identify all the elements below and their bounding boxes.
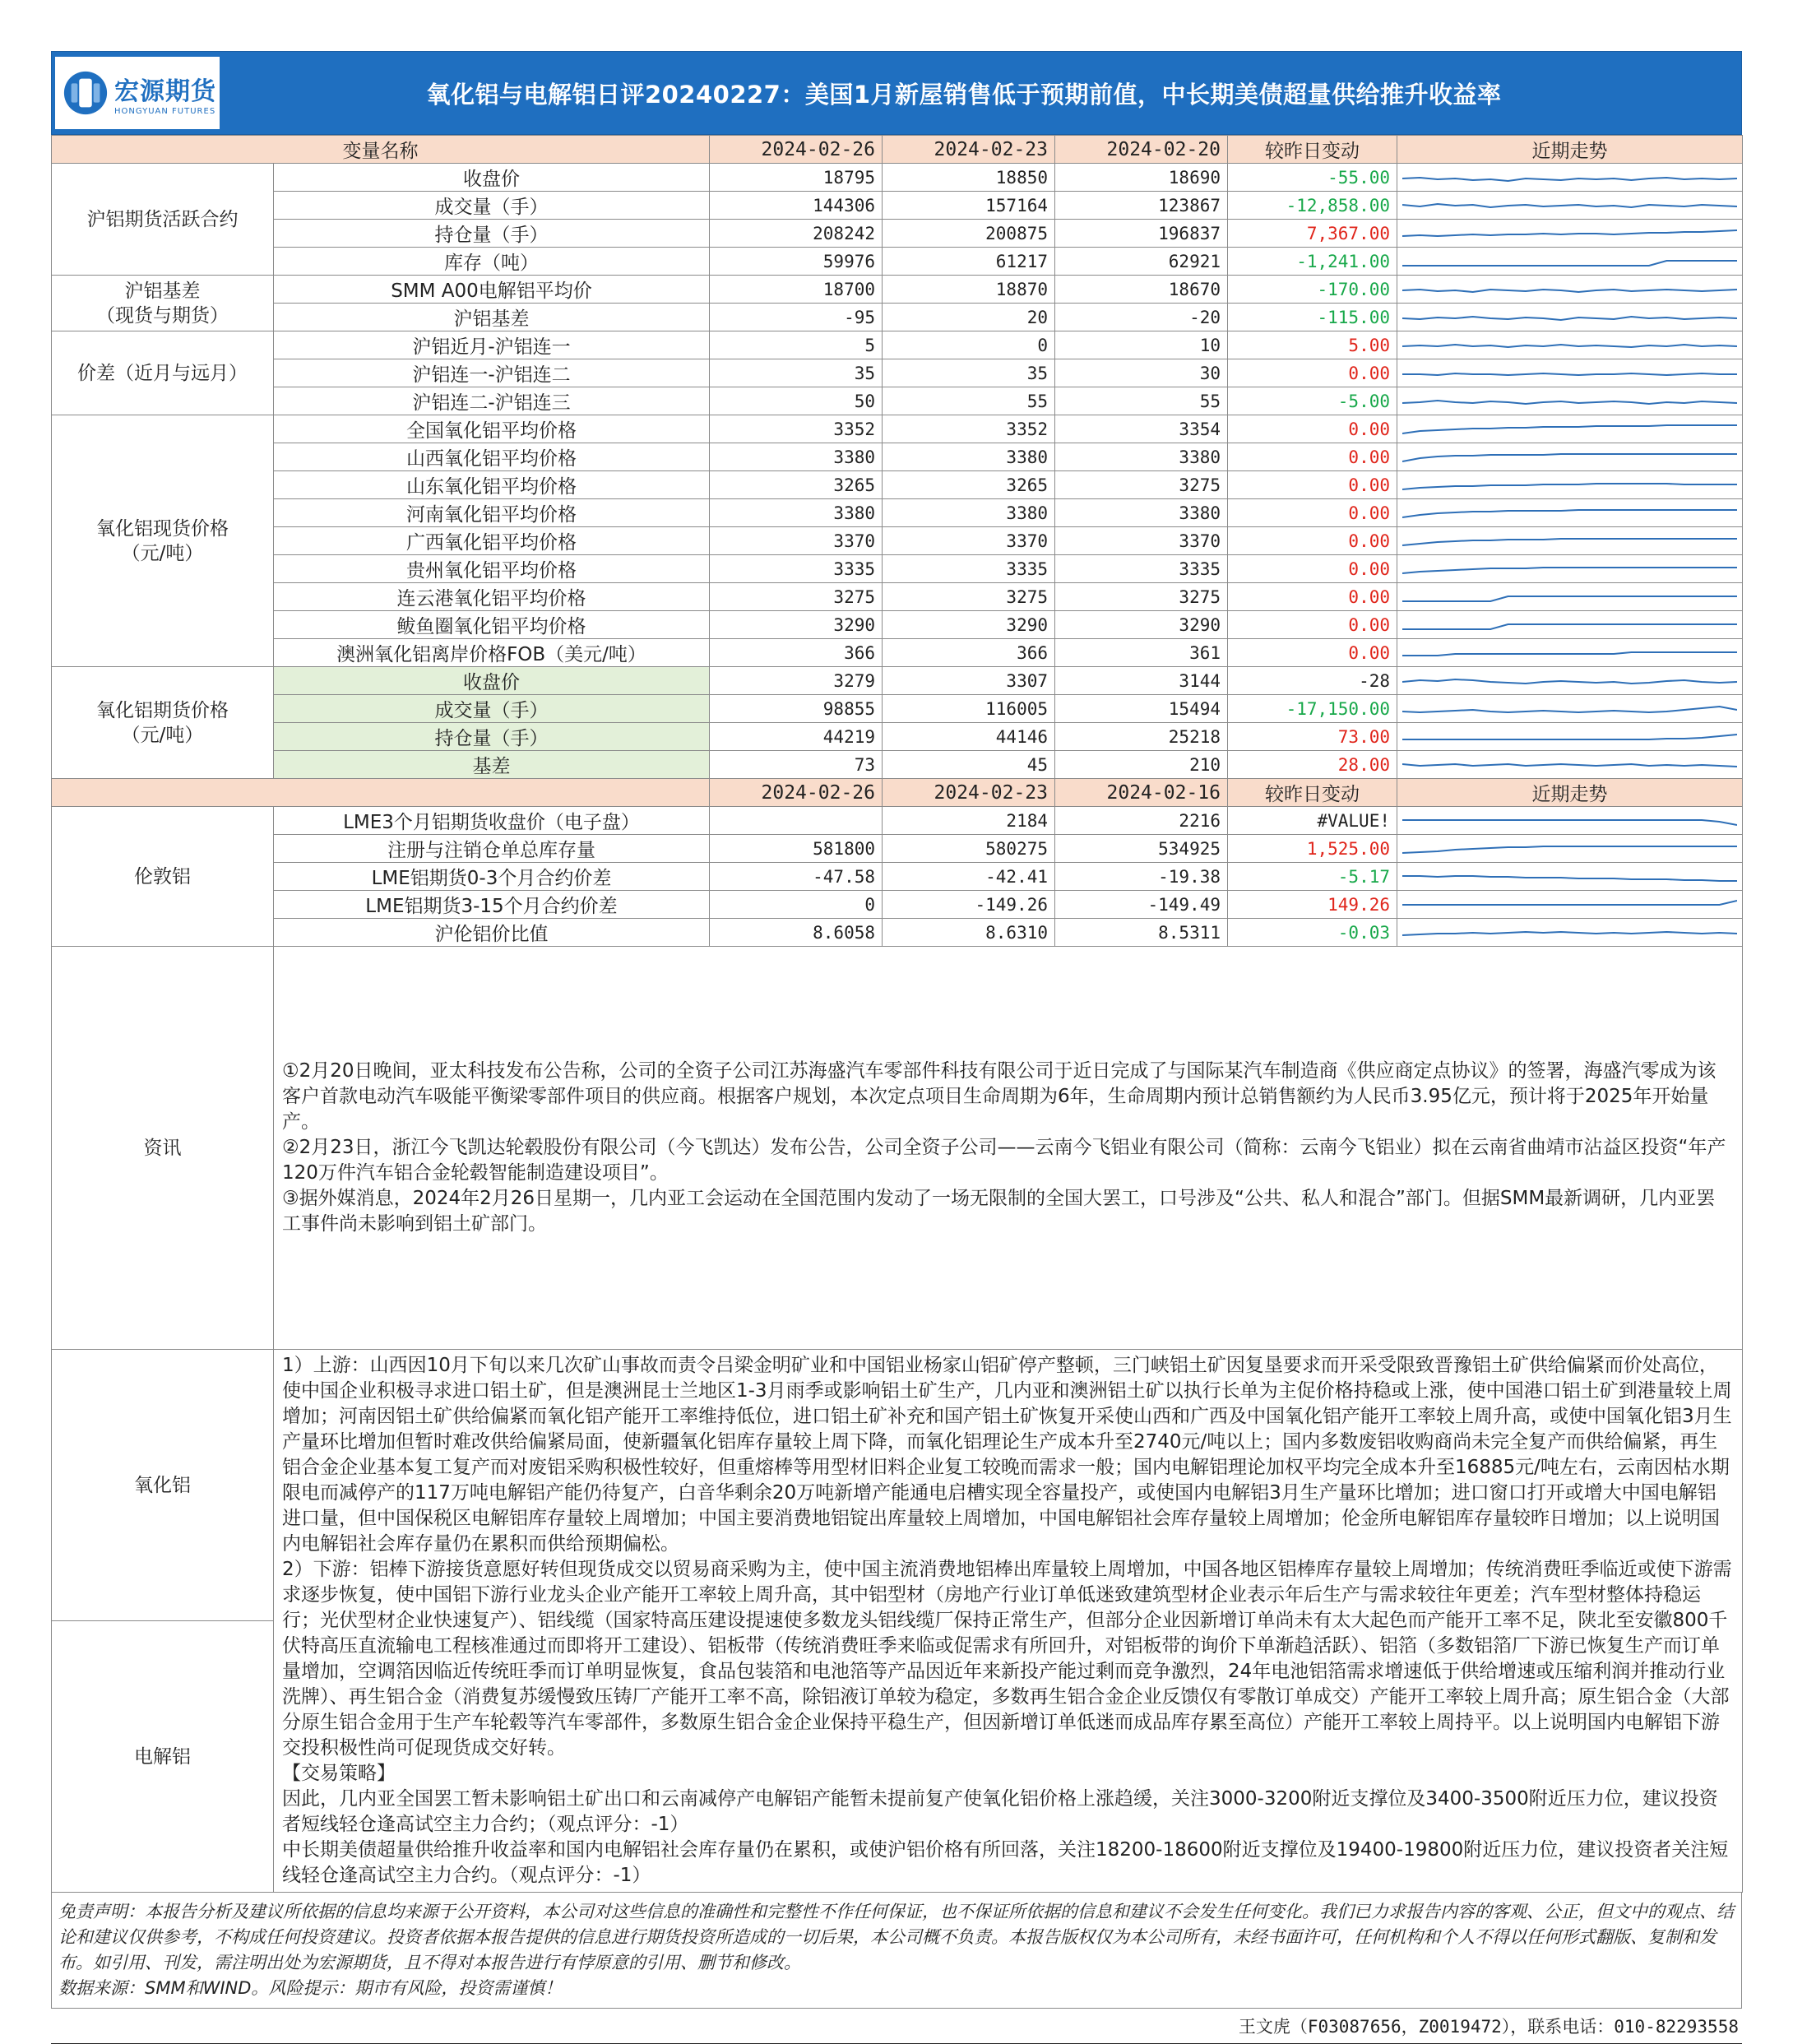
disclaimer-text: 免责声明：本报告分析及建议所依据的信息均来源于公开资料，本公司对这些信息的准确性和完整性不作任何保证，也不保证所依据的信息和建议不会发生任何变化。我们已力求报告内容的客观、公正，但文中的观点、结论和建议仅供参考，不构成任何投资建议。投资者依据本报告提供的信息进行期货投资所造成的一切后果，本公司概不负责。本报告版权仅为本公司所有，未经书面许可，任何机构和个人不得以任何形式翻版、复制和发布。如引用、刊发，需注明出处为宏源期货，且不得对本报告进行有悖原意的引用、删节和修改。 (58, 1902, 1734, 1972)
company-logo (55, 57, 220, 129)
trend-sparkline (1402, 225, 1737, 243)
trend-line (1402, 707, 1737, 712)
variable-name: LME铝期货0-3个月合约价差 (274, 863, 710, 891)
table-header-row (52, 136, 1743, 164)
logo-name-cn: 宏源期货 (114, 76, 216, 106)
variable-name: 收盘价 (274, 164, 710, 192)
value-cell: 3380 (883, 443, 1055, 471)
header-cell: 2024-02-23 (883, 779, 1055, 807)
trend-sparkline (1402, 644, 1737, 662)
value-cell: 366 (883, 639, 1055, 667)
header-cell: 近期走势 (1397, 136, 1743, 164)
report-header (51, 51, 1742, 135)
change-cell: 0.00 (1228, 555, 1397, 583)
trend-cell (1397, 276, 1743, 304)
value-cell: 3275 (883, 583, 1055, 611)
table-row (52, 807, 1743, 835)
category-label: 价差（近月与远月） (52, 331, 274, 415)
variable-name: SMM A00电解铝平均价 (274, 276, 710, 304)
change-cell: 1,525.00 (1228, 835, 1397, 863)
change-cell: 0.00 (1228, 359, 1397, 387)
value-cell: 3380 (1055, 443, 1228, 471)
change-cell: 0.00 (1228, 611, 1397, 639)
value-cell: 3307 (883, 667, 1055, 695)
change-cell: 0.00 (1228, 443, 1397, 471)
header-cell: 2024-02-23 (883, 136, 1055, 164)
variable-name: 全国氧化铝平均价格 (274, 415, 710, 443)
table-row (52, 276, 1743, 304)
table-row (52, 583, 1743, 611)
value-cell: 3352 (883, 415, 1055, 443)
header-blank (52, 779, 710, 807)
change-cell: 0.00 (1228, 639, 1397, 667)
change-cell: -12,858.00 (1228, 192, 1397, 220)
variable-name: 收盘价 (274, 667, 710, 695)
trend-line (1402, 425, 1737, 433)
trend-cell (1397, 415, 1743, 443)
value-cell: 55 (1055, 387, 1228, 415)
variable-name: 沪铝连二-沪铝连三 (274, 387, 710, 415)
trend-cell (1397, 891, 1743, 919)
value-cell: 5 (710, 331, 883, 359)
analysis-paragraph: 1）上游：山西因10月下旬以来几次矿山事故而责令吕梁金明矿业和中国铝业杨家山铝矿停产整顿，三门峡铝土矿因复垦要求而开采受限致晋豫铝土矿供给偏紧而价处高位，使中国企业积极寻求进口铝土矿，但是澳洲昆士兰地区1-3月雨季或影响铝土矿生产，几内亚和澳洲铝土矿以执行长单为主促价格持稳或上涨，使中国港口铝土矿到港量较上周增加；河南因铝土矿供给偏紧而氧化铝产能开工率维持低位，进口铝土矿补充和国产铝土矿恢复开采使山西和广西及中国氧化铝产能开工率较上周升高，或使中国氧化铝3月生产量环比增加但暂时难改供给偏紧局面，使新疆氧化铝库存量较上周下降，而氧化铝理论生产成本升至2740元/吨以上；国内多数废铝收购商尚未完全复产而供给偏紧，再生铝合金企业基本复工复产而对废铝采购积极性较好，但重熔棒等用型材旧料企业复工较晚而需求一般；国内电解铝理论加权平均完全成本升至16885元/吨左右，云南因枯水期限电而减停产的117万吨电解铝产能仍待复产，白音华剩余20万吨新增产能通电启槽实现全容量投产，或使国内电解铝3月生产量环比增加；进口窗口打开或增大中国电解铝进口量，但中国保税区电解铝库存量较上周增加；中国主要消费地铝锭出库量较上周增加，中国电解铝社会库存量较上周增加；伦金所电解铝库存量较昨日增加；以上说明国内电解铝社会库存量仍在累积而供给预期偏松。 (282, 1355, 1732, 1555)
table-row (52, 443, 1743, 471)
trend-sparkline (1402, 448, 1737, 466)
value-cell: 18700 (710, 276, 883, 304)
value-cell: 44219 (710, 723, 883, 751)
analysis-paragraph: 因此，几内亚全国罢工暂未影响铝土矿出口和云南减停产电解铝产能暂未提前复产使氧化铝价格上涨趋缓，关注3000-3200附近支撑位及3400-3500附近压力位，建议投资者短线轻仓逢高试空主力合约；（观点评分：-1） (282, 1788, 1718, 1835)
table-row (52, 471, 1743, 499)
value-cell: 3370 (883, 527, 1055, 555)
trend-sparkline (1402, 532, 1737, 550)
variable-name: 鲅鱼圈氧化铝平均价格 (274, 611, 710, 639)
analysis-body (274, 1350, 1743, 1893)
trend-cell (1397, 387, 1743, 415)
value-cell: 61217 (883, 248, 1055, 276)
value-cell: 30 (1055, 359, 1228, 387)
value-cell: 580275 (883, 835, 1055, 863)
trend-cell (1397, 443, 1743, 471)
value-cell: 3144 (1055, 667, 1228, 695)
trend-cell (1397, 248, 1743, 276)
variable-name: 河南氧化铝平均价格 (274, 499, 710, 527)
table-row (52, 639, 1743, 667)
value-cell: 3279 (710, 667, 883, 695)
value-cell: 3380 (883, 499, 1055, 527)
trend-cell (1397, 751, 1743, 779)
news-label: 资讯 (52, 947, 274, 1350)
value-cell: 534925 (1055, 835, 1228, 863)
trend-sparkline (1402, 169, 1737, 187)
change-cell: -170.00 (1228, 276, 1397, 304)
table-row (52, 415, 1743, 443)
trend-line (1402, 345, 1737, 347)
table-row (52, 695, 1743, 723)
value-cell: 3290 (1055, 611, 1228, 639)
trend-sparkline (1402, 336, 1737, 355)
trend-sparkline (1402, 364, 1737, 382)
trend-sparkline (1402, 504, 1737, 522)
value-cell: 3380 (710, 499, 883, 527)
value-cell: 0 (710, 891, 883, 919)
value-cell: 59976 (710, 248, 883, 276)
trend-sparkline (1402, 616, 1737, 634)
change-cell: 0.00 (1228, 499, 1397, 527)
variable-name: LME3个月铝期货收盘价（电子盘） (274, 807, 710, 835)
trend-line (1402, 401, 1737, 404)
value-cell: 2216 (1055, 807, 1228, 835)
trend-line (1402, 539, 1737, 545)
trend-cell (1397, 583, 1743, 611)
value-cell: 18795 (710, 164, 883, 192)
change-cell: 0.00 (1228, 415, 1397, 443)
trend-cell (1397, 695, 1743, 723)
change-cell: 0.00 (1228, 471, 1397, 499)
trend-cell (1397, 471, 1743, 499)
value-cell: 3265 (710, 471, 883, 499)
value-cell: -20 (1055, 304, 1228, 331)
variable-name: 成交量（手） (274, 192, 710, 220)
header-cell: 2024-02-20 (1055, 136, 1228, 164)
table-row (52, 527, 1743, 555)
variable-name: 成交量（手） (274, 695, 710, 723)
table-row (52, 499, 1743, 527)
change-cell: -5.17 (1228, 863, 1397, 891)
trend-sparkline (1402, 812, 1737, 830)
value-cell: 3354 (1055, 415, 1228, 443)
value-cell: 62921 (1055, 248, 1228, 276)
value-cell: 208242 (710, 220, 883, 248)
trend-line (1402, 876, 1737, 881)
trend-cell (1397, 639, 1743, 667)
trend-cell (1397, 220, 1743, 248)
table-row (52, 723, 1743, 751)
value-cell: 0 (883, 331, 1055, 359)
category-label: 沪铝期货活跃合约 (52, 164, 274, 276)
trend-sparkline (1402, 560, 1737, 578)
value-cell: 3290 (710, 611, 883, 639)
variable-name: 持仓量（手） (274, 723, 710, 751)
trend-line (1402, 901, 1737, 905)
table-row (52, 555, 1743, 583)
trend-sparkline (1402, 700, 1737, 718)
trend-sparkline (1402, 896, 1737, 914)
value-cell: 581800 (710, 835, 883, 863)
value-cell: 45 (883, 751, 1055, 779)
trend-cell (1397, 555, 1743, 583)
value-cell: -19.38 (1055, 863, 1228, 891)
report-title: 氧化铝与电解铝日评20240227：美国1月新屋销售低于预期前值，中长期美债超量供给推升收益率 (426, 80, 1502, 109)
trend-sparkline (1402, 868, 1737, 886)
value-cell: -47.58 (710, 863, 883, 891)
trend-cell (1397, 611, 1743, 639)
table-row (52, 751, 1743, 779)
table-row (52, 192, 1743, 220)
trend-sparkline (1402, 924, 1737, 942)
trend-cell (1397, 192, 1743, 220)
header-cell: 较昨日变动 (1228, 136, 1397, 164)
trend-line (1402, 624, 1737, 629)
value-cell: 196837 (1055, 220, 1228, 248)
change-cell: #VALUE! (1228, 807, 1397, 835)
analyst-contact: 王文虎（F03087656，Z0019472），联系电话：010-82293558 (51, 2009, 1742, 2044)
change-cell: -55.00 (1228, 164, 1397, 192)
table-row (52, 667, 1743, 695)
trend-sparkline (1402, 672, 1737, 690)
variable-name: 沪铝基差 (274, 304, 710, 331)
trend-line (1402, 596, 1737, 601)
table-row (52, 919, 1743, 947)
change-cell: -28 (1228, 667, 1397, 695)
trend-sparkline (1402, 308, 1737, 327)
variable-name: 沪伦铝价比值 (274, 919, 710, 947)
data-source-text: 数据来源：SMM和WIND。风险提示：期市有风险，投资需谨慎！ (58, 1978, 563, 1998)
value-cell: 3335 (710, 555, 883, 583)
variable-name: 注册与注销仓单总库存量 (274, 835, 710, 863)
table-row (52, 835, 1743, 863)
table-row (52, 304, 1743, 331)
value-cell: 8.6310 (883, 919, 1055, 947)
trend-sparkline (1402, 840, 1737, 858)
value-cell: 157164 (883, 192, 1055, 220)
change-cell: 7,367.00 (1228, 220, 1397, 248)
variable-name: 持仓量（手） (274, 220, 710, 248)
value-cell: 98855 (710, 695, 883, 723)
value-cell: 8.5311 (1055, 919, 1228, 947)
news-paragraph: ①2月20日晚间，亚太科技发布公告称，公司的全资子公司江苏海盛汽车零部件科技有限公司于近日完成了与国际某汽车制造商《供应商定点协议》的签署，海盛汽零成为该客户首款电动汽车吸能平衡梁零部件项目的供应商。根据客户规划，本次定点项目生命周期为6年，生命周期内预计总销售额约为人民币3.95亿元，预计将于2025年开始量产。 (282, 1060, 1717, 1133)
report-sheet (51, 51, 1742, 2044)
value-cell: 15494 (1055, 695, 1228, 723)
variable-name: 连云港氧化铝平均价格 (274, 583, 710, 611)
value-cell: 3275 (1055, 471, 1228, 499)
trend-line (1402, 454, 1737, 461)
change-cell: 149.26 (1228, 891, 1397, 919)
trend-cell (1397, 304, 1743, 331)
change-cell: 0.00 (1228, 583, 1397, 611)
value-cell: 20 (883, 304, 1055, 331)
value-cell: 2184 (883, 807, 1055, 835)
alumina-label: 氧化铝 (52, 1350, 274, 1621)
value-cell: 35 (710, 359, 883, 387)
value-cell: 123867 (1055, 192, 1228, 220)
disclaimer (51, 1893, 1742, 2009)
value-cell: 3275 (1055, 583, 1228, 611)
news-body (274, 947, 1743, 1350)
value-cell: 3352 (710, 415, 883, 443)
trend-cell (1397, 527, 1743, 555)
header-cell: 2024-02-26 (710, 136, 883, 164)
trend-line (1402, 230, 1737, 236)
table-row (52, 164, 1743, 192)
value-cell: 18670 (1055, 276, 1228, 304)
header-cell: 2024-02-26 (710, 779, 883, 807)
trend-sparkline (1402, 756, 1737, 774)
trend-line (1402, 764, 1737, 767)
value-cell: 3335 (883, 555, 1055, 583)
category-label: 伦敦铝 (52, 807, 274, 947)
trend-line (1402, 820, 1737, 825)
change-cell: 5.00 (1228, 331, 1397, 359)
change-cell: -17,150.00 (1228, 695, 1397, 723)
table-row (52, 387, 1743, 415)
value-cell: 3380 (1055, 499, 1228, 527)
table-row (52, 331, 1743, 359)
value-cell: 3275 (710, 583, 883, 611)
variable-name: LME铝期货3-15个月合约价差 (274, 891, 710, 919)
trend-sparkline (1402, 392, 1737, 410)
value-cell: 361 (1055, 639, 1228, 667)
trend-cell (1397, 835, 1743, 863)
category-label: 氧化铝现货价格 （元/吨） (52, 415, 274, 667)
table-row (52, 359, 1743, 387)
header-variable-name: 变量名称 (52, 136, 710, 164)
trend-cell (1397, 359, 1743, 387)
value-cell: 55 (883, 387, 1055, 415)
value-cell: 18870 (883, 276, 1055, 304)
header-cell: 近期走势 (1397, 779, 1743, 807)
change-cell: 28.00 (1228, 751, 1397, 779)
variable-name: 贵州氧化铝平均价格 (274, 555, 710, 583)
trend-sparkline (1402, 253, 1737, 271)
value-cell: 18850 (883, 164, 1055, 192)
change-cell: 0.00 (1228, 527, 1397, 555)
value-cell: 25218 (1055, 723, 1228, 751)
table-row (52, 611, 1743, 639)
trend-line (1402, 290, 1737, 292)
value-cell: 3290 (883, 611, 1055, 639)
news-paragraph: ③据外媒消息，2024年2月26日星期一，几内亚工会运动在全国范围内发动了一场无限制的全国大罢工，口号涉及“公共、私人和混合”部门。但据SMM最新调研，几内亚罢工事件尚未影响到铝土矿部门。 (282, 1188, 1716, 1235)
trend-line (1402, 484, 1737, 489)
logo-name-en: HONGYUAN FUTURES (114, 106, 216, 116)
variable-name: 沪铝连一-沪铝连二 (274, 359, 710, 387)
trend-line (1402, 846, 1737, 853)
table-header-row (52, 779, 1743, 807)
variable-name: 基差 (274, 751, 710, 779)
trend-line (1402, 204, 1737, 207)
variable-name: 澳洲氧化铝离岸价格FOB（美元/吨） (274, 639, 710, 667)
value-cell: 116005 (883, 695, 1055, 723)
category-label: 氧化铝期货价格 （元/吨） (52, 667, 274, 779)
trend-cell (1397, 667, 1743, 695)
change-cell: -0.03 (1228, 919, 1397, 947)
value-cell: -95 (710, 304, 883, 331)
value-cell: 3335 (1055, 555, 1228, 583)
trend-cell (1397, 331, 1743, 359)
value-cell: 366 (710, 639, 883, 667)
value-cell: -149.49 (1055, 891, 1228, 919)
category-label: 沪铝基差 （现货与期货） (52, 276, 274, 331)
value-cell (710, 807, 883, 835)
trend-line (1402, 652, 1737, 656)
trend-cell (1397, 499, 1743, 527)
variable-name: 沪铝近月-沪铝连一 (274, 331, 710, 359)
trend-line (1402, 261, 1737, 266)
trend-cell (1397, 723, 1743, 751)
aluminum-label: 电解铝 (52, 1621, 274, 1893)
trend-cell (1397, 164, 1743, 192)
change-cell: -1,241.00 (1228, 248, 1397, 276)
value-cell: 50 (710, 387, 883, 415)
value-cell: 35 (883, 359, 1055, 387)
trend-sparkline (1402, 588, 1737, 606)
trend-cell (1397, 863, 1743, 891)
analysis-paragraph: 2）下游：铝棒下游接货意愿好转但现货成交以贸易商采购为主，使中国主流消费地铝棒出库量较上周增加，中国各地区铝棒库存量较上周增加；传统消费旺季临近或使下游需求逐步恢复，使中国铝下游行业龙头企业产能开工率较上周升高，其中铝型材（房地产行业订单低迷致建筑型材企业表示年后生产与需求较往年更差；汽车型材整体持稳运行；光伏型材企业快速复产）、铝线缆（国家特高压建设提速使多数龙头铝线缆厂保持正常生产，但部分企业因新增订单尚未有太大起色而产能开工率不足，陕北至安徽800千伏特高压直流输电工程核准通过而即将开工建设）、铝板带（传统消费旺季来临或促需求有所回升，对铝板带的询价下单渐趋活跃）、铝箔（多数铝箔厂下游已恢复生产而订单量增加，空调箔因临近传统旺季而订单明显恢复，食品包装箔和电池箔等产品因近年来新投产能过剩而竞争激烈，24年电池铝箔需求增速低于供给增速或压缩利润并推动行业洗牌）、再生铝合金（消费复苏缓慢致压铸厂产能开工率不高，除铝液订单较为稳定，多数再生铝合金企业反馈仅有零散订单成交）产能开工率较上周升高；原生铝合金（大部分原生铝合金用于生产车轮毂等汽车零部件，多数原生铝合金企业保持平稳生产，但因新增订单低迷而成品库存累至高位）产能开工率较上周持平。以上说明国内电解铝下游交投积极性尚可促现货成交好转。 (282, 1559, 1732, 1759)
value-cell: 200875 (883, 220, 1055, 248)
table-row (52, 863, 1743, 891)
analysis-paragraph: 【交易策略】 (282, 1763, 396, 1784)
change-cell: -5.00 (1228, 387, 1397, 415)
value-cell: 3380 (710, 443, 883, 471)
trend-line (1402, 510, 1737, 517)
trend-line (1402, 735, 1737, 739)
trend-line (1402, 178, 1737, 181)
trend-sparkline (1402, 420, 1737, 438)
trend-line (1402, 568, 1737, 573)
value-cell: 3265 (883, 471, 1055, 499)
trend-line (1402, 932, 1737, 935)
logo-mark-icon (62, 69, 109, 117)
value-cell: 8.6058 (710, 919, 883, 947)
value-cell: -42.41 (883, 863, 1055, 891)
trend-sparkline (1402, 197, 1737, 215)
value-cell: 3370 (1055, 527, 1228, 555)
table-row (52, 891, 1743, 919)
trend-line (1402, 373, 1737, 375)
variable-name: 广西氧化铝平均价格 (274, 527, 710, 555)
news-paragraph: ②2月23日，浙江今飞凯达轮毂股份有限公司（今飞凯达）发布公告，公司全资子公司——云南今飞铝业有限公司（简称：云南今飞铝业）拟在云南省曲靖市沾益区投资“年产120万件汽车铝合金轮毂智能制造建设项目”。 (282, 1137, 1726, 1184)
value-cell: 144306 (710, 192, 883, 220)
value-cell: 3370 (710, 527, 883, 555)
news-row (52, 947, 1743, 1350)
trend-line (1402, 679, 1737, 684)
table-row (52, 220, 1743, 248)
trend-cell (1397, 919, 1743, 947)
change-cell: -115.00 (1228, 304, 1397, 331)
table-row (52, 248, 1743, 276)
trend-sparkline (1402, 476, 1737, 494)
header-cell: 较昨日变动 (1228, 779, 1397, 807)
trend-sparkline (1402, 728, 1737, 746)
change-cell: 73.00 (1228, 723, 1397, 751)
value-cell: 44146 (883, 723, 1055, 751)
value-cell: 10 (1055, 331, 1228, 359)
variable-name: 库存（吨） (274, 248, 710, 276)
trend-sparkline (1402, 280, 1737, 299)
data-table (51, 135, 1743, 1893)
trend-line (1402, 317, 1737, 320)
value-cell: -149.26 (883, 891, 1055, 919)
analysis-row (52, 1350, 1743, 1621)
analysis-paragraph: 中长期美债超量供给推升收益率和国内电解铝社会库存量仍在累积，或使沪铝价格有所回落，关注18200-18600附近支撑位及19400-19800附近压力位，建议投资者关注短线轻仓逢高试空主力合约。（观点评分：-1） (282, 1839, 1729, 1886)
value-cell: 73 (710, 751, 883, 779)
variable-name: 山东氧化铝平均价格 (274, 471, 710, 499)
header-cell: 2024-02-16 (1055, 779, 1228, 807)
value-cell: 210 (1055, 751, 1228, 779)
value-cell: 18690 (1055, 164, 1228, 192)
trend-cell (1397, 807, 1743, 835)
variable-name: 山西氧化铝平均价格 (274, 443, 710, 471)
